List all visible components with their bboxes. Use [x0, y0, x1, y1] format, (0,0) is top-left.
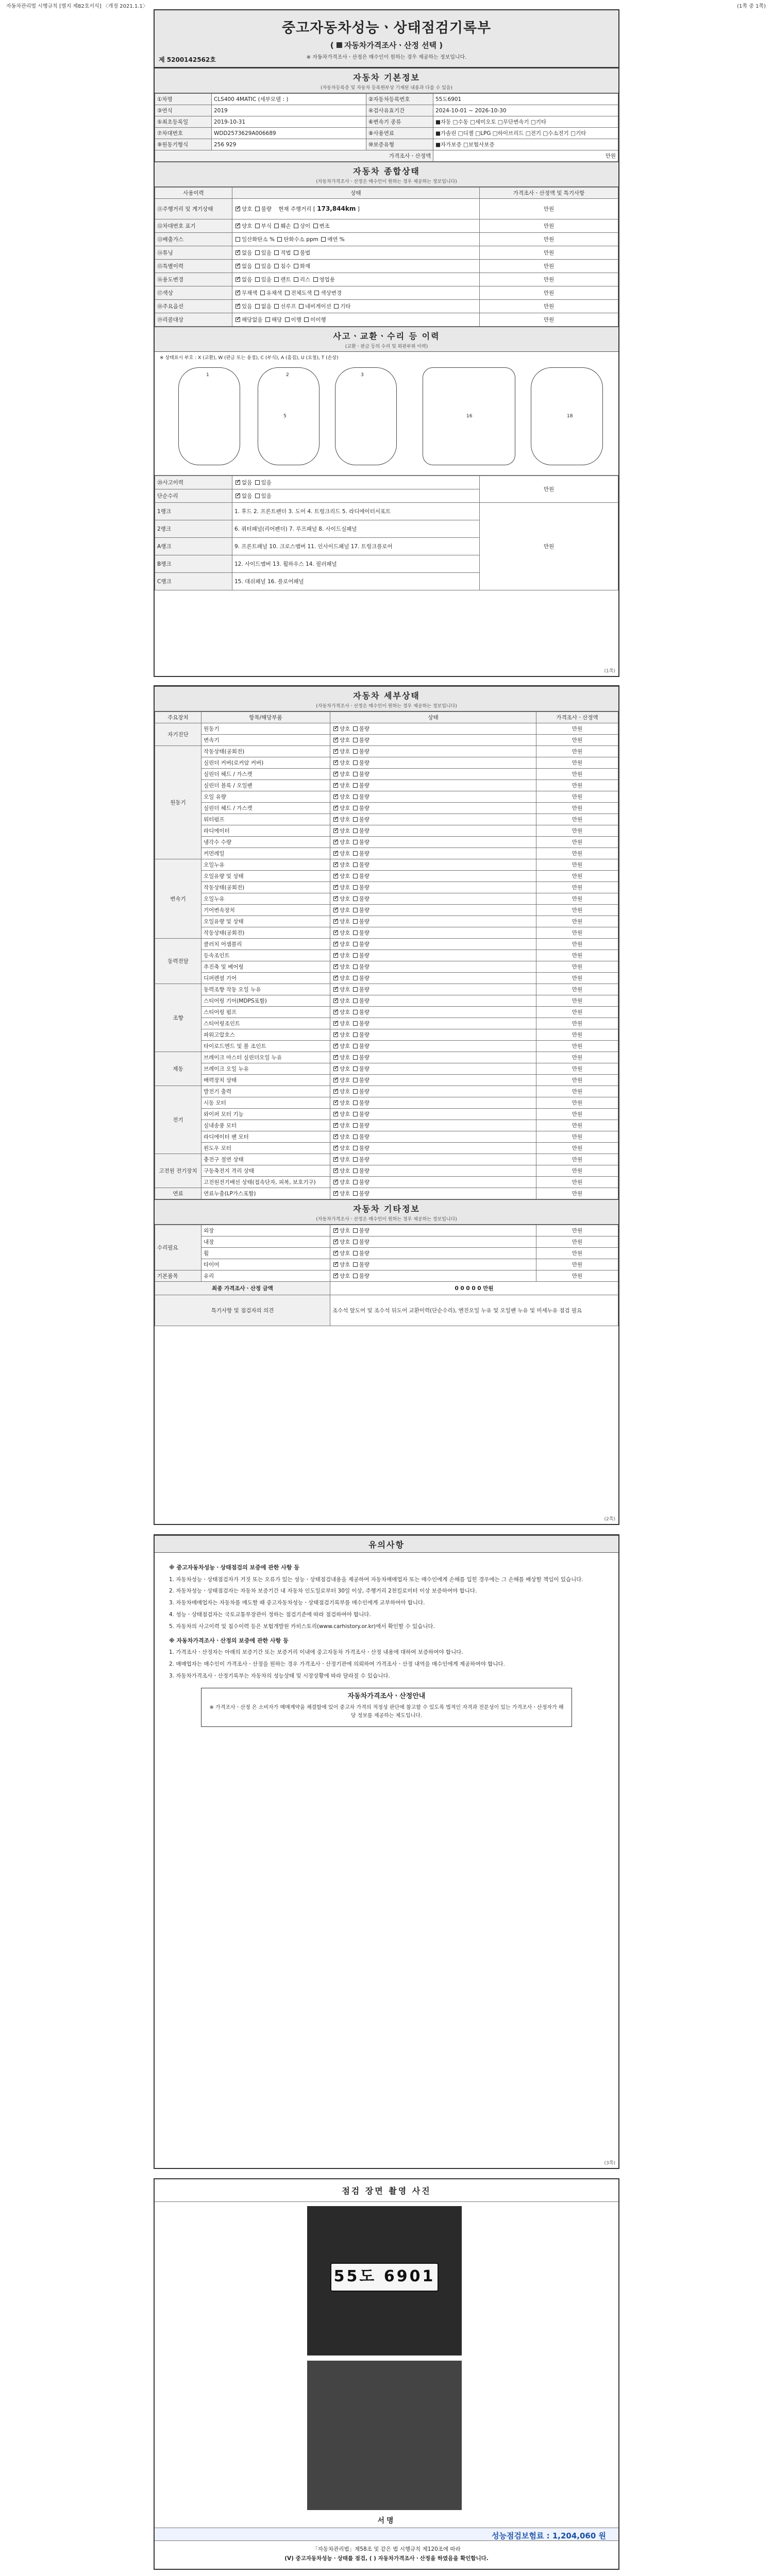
table-row: 라디에이터 ✓ 양호 불량 만원 — [155, 825, 618, 837]
table-row: 고전원 전기장치 충전구 절연 상태 ✓ 양호 불량 만원 — [155, 1154, 618, 1165]
license-plate: 55도 6901 — [330, 2263, 439, 2292]
table-row: A랭크 9. 프론트패널 10. 크로스멤버 11. 인사이드패널 17. 트렁크플로어 — [155, 538, 618, 555]
basic-info-header: 자동차 기본정보 (자동차등록증 및 자동차 등록원부상 기재된 내용과 다를 수 있음) — [155, 68, 618, 93]
table-row: 제동 브레이크 마스터 실린더오일 누유 ✓ 양호 불량 만원 — [155, 1052, 618, 1063]
table-row: 수리필요 외장 ✓ 양호 불량 만원 — [155, 1225, 618, 1236]
table-row: 실내송풍 모터 ✓ 양호 불량 만원 — [155, 1120, 618, 1131]
document-title: 중고자동차성능ㆍ상태점검기록부 — [281, 20, 492, 36]
page-3: 유의사항 ※ 중고자동차성능ㆍ상태점검의 보증에 관한 사항 등 1. 자동차성능ㆍ상태점검자가 거짓 또는 오류가 있는 성능ㆍ상태점검내용을 제공하여 자동차매매업자 또는 매수인에게 손해를 입힌 경우에는 그 손해를 배상할 책임이 있습니다. 2. 자동차성능ㆍ상태점검자는 자동차 보증기간 내 자동차 인도일로부터 30일 이상, 주행거리 2천킬로미터 이상 보증하여야 합니다. 3. 자동차매매업자는 자동차를 매도할 때 중고자동차성능ㆍ상태점검기록부를 매수인에게 교부하여야 합니다. 4. 성능ㆍ상태점검자는 국토교통부장관이 정하는 점검기준에 따라 점검하여야 합니다. 5. 자동차의 사고이력 및 침수이력 등은 보험개발원 카히스토리(www.carhistory.or.kr)에서 확인할 수 있습니다. ※ 자동차가격조사ㆍ산정의 보증에 관한 사항 등 1. 가격조사ㆍ산정자는 아래의 보증기간 또는 보증거리 이내에 중고자동차 가격조사ㆍ산정 내용에 대하여 보증하여야 합니다. 2. 매매업자는 매수인이 가격조사ㆍ산정을 원하는 경우 가격조사ㆍ산정기관에 의뢰하여 가격조사ㆍ산정 내역을 매수인에게 제공하여야 합니다. 3. 자동차가격조사ㆍ산정기록부는 자동차의 성능상태 및 시장상황에 따라 달라질 수 있습니다. 자동차가격조사ㆍ산정안내 ※ 가격조사ㆍ산정 은 소비자가 매매계약을 체결함에 있어 중고차 가격의 적정성 판단에 참고할 수 있도록 법적인 자격과 전문성이 있는 가격조사ㆍ산정자가 해당 정보를 제공하는 제도입니다. (3쪽) — [154, 1534, 619, 2169]
table-row: 오일유량 및 상태 ✓ 양호 불량 만원 — [155, 916, 618, 927]
table-row: ⑤최초등록일 2019-10-31 ⑥변속기 종류 ■자동 □수동 □세미오토 □무단변속기 □기타 — [155, 116, 618, 128]
table-row: ③연식 2019 ④검사유효기간 2024-10-01 ~ 2026-10-30 — [155, 105, 618, 116]
overall-status-header: 자동차 종합상태 (자동차가격조사ㆍ산정은 매수인이 원하는 경우 제공하는 정보입니다) — [155, 162, 618, 187]
table-row: 냉각수 수량 ✓ 양호 불량 만원 — [155, 837, 618, 848]
table-row: 연료 연료누출(LP가스포함) ✓ 양호 불량 만원 — [155, 1188, 618, 1199]
accident-table — [155, 476, 618, 590]
table-row: 구동축전지 격리 상태 ✓ 양호 불량 만원 — [155, 1165, 618, 1177]
table-row: ⑫차대번호 표기 ✓ 양호 부식 훼손 상이 변조 만원 — [155, 219, 618, 233]
table-row: 특기사항 및 점검자의 의견 조수석 앞도어 및 조수석 뒤도어 교환이력(단순수리), 엔진오일 누유 및 오일팬 누유 및 미세누유 점검 필요 — [155, 1295, 618, 1326]
table-row: ⑪주행거리 및 계기상태 ✓ 양호 불량 현재 주행거리 [ 173,844km ] 만원 — [155, 199, 618, 219]
table-row: 라디에이터 팬 모터 ✓ 양호 불량 만원 — [155, 1131, 618, 1143]
guide-body: ※ 중고자동차성능ㆍ상태점검의 보증에 관한 사항 등 1. 자동차성능ㆍ상태점검자가 거짓 또는 오류가 있는 성능ㆍ상태점검내용을 제공하여 자동차매매업자 또는 매수인에게 손해를 입힌 경우에는 그 손해를 배상할 책임이 있습니다. 2. 자동차성능ㆍ상태점검자는 자동차 보증기간 내 자동차 인도일로부터 30일 이상, 주행거리 2천킬로미터 이상 보증하여야 합니다. 3. 자동차매매업자는 자동차를 매도할 때 중고자동차성능ㆍ상태점검기록부를 매수인에게 교부하여야 합니다. 4. 성능ㆍ상태점검자는 국토교통부장관이 정하는 점검기준에 따라 점검하여야 합니다. 5. 자동차의 사고이력 및 침수이력 등은 보험개발원 카히스토리(www.carhistory.or.kr)에서 확인할 수 있습니다. ※ 자동차가격조사ㆍ산정의 보증에 관한 사항 등 1. 가격조사ㆍ산정자는 아래의 보증기간 또는 보증거리 이내에 중고자동차 가격조사ㆍ산정 내용에 대하여 보증하여야 합니다. 2. 매매업자는 매수인이 가격조사ㆍ산정을 원하는 경우 가격조사ㆍ산정기관에 의뢰하여 가격조사ㆍ산정 내역을 매수인에게 제공하여야 합니다. 3. 자동차가격조사ㆍ산정기록부는 자동차의 성능상태 및 시장상황에 따라 달라질 수 있습니다. 자동차가격조사ㆍ산정안내 ※ 가격조사ㆍ산정 은 소비자가 매매계약을 체결함에 있어 중고차 가격의 적정성 판단에 참고할 수 있도록 법적인 자격과 전문성이 있는 가격조사ㆍ산정자가 해당 정보를 제공하는 제도입니다. — [155, 1553, 618, 1732]
guide-header: 유의사항 — [155, 1535, 618, 1553]
table-row: ⑬배출가스 일산화탄소 % 탄화수소 ppm 매연 % 만원 — [155, 233, 618, 246]
document-subtitle: ( 자동차가격조사ㆍ산정 선택 ) — [330, 41, 443, 50]
table-row: 오일 유량 ✓ 양호 불량 만원 — [155, 791, 618, 803]
table-row: B랭크 12. 사이드멤버 13. 휠하우스 14. 필러패널 — [155, 555, 618, 573]
table-row: ⑯용도변경 ✓ 없음 있음 렌트 리스 영업용 만원 — [155, 273, 618, 286]
overall-status-table: 사용이력 상태 가격조사ㆍ산정액 및 특기사항 ⑪주행거리 및 계기상태 ✓ 양호 불량 현재 주행거리 [ 173,844km ] 만원 ⑫차대번호 표기 ✓ 양호 부식 훼손 상이 변조 만원 ⑬배출가스 일산화탄소 % 탄화수소 ppm 매연 % 만원 ⑭튜닝 ✓ 없음 있음 적법 불법 만원 ⑮특별이력 ✓ 없음 있음 침수 화재 만원 ⑯용도변경 ✓ 없음 있음 렌트 리스 영업용 만원 ⑰색상 ✓ 무채색 유채색 전체도색 색상변경 만원 ⑱주요옵션 ✓ 있음 없음 선루프 네비게이션 기타 만원 ⑲리콜대상 ✓ 해당없음 해당 이행 미이행 만원 — [155, 187, 618, 327]
table-row: 가격조사ㆍ산정액 만원 — [155, 150, 618, 162]
table-row: 실린더 블록 / 오일팬 ✓ 양호 불량 만원 — [155, 780, 618, 791]
table-row: ⑱주요옵션 ✓ 있음 없음 선루프 네비게이션 기타 만원 — [155, 300, 618, 313]
document-header — [155, 10, 618, 68]
accident-history-header: 사고ㆍ교환ㆍ수리 등 이력 (교환ㆍ판금 등의 수리 및 외판부위 이력) — [155, 327, 618, 352]
footer-note-2: (V) 중고자동차성능ㆍ상태를 점검, ( ) 자동차가격조사ㆍ산정을 하였음을 확인합니다. — [284, 2555, 489, 2562]
table-row: 변속기 ✓ 양호 불량 만원 — [155, 735, 618, 746]
page-2: 자동차 세부상태 (자동차가격조사ㆍ산정은 매수인이 원하는 경우 제공하는 정보입니다) 주요장치 항목/해당부품 상태 가격조사ㆍ산정액 자기진단 원동기 ✓ 양호 불량 만원 변속기 ✓ 양호 불량 만원 원동기 작동상태(공회전) ✓ 양호 불량 만원 실린더 커버(로커암 커버) ✓ 양호 불량 만원 실린더 헤드 / 가스켓 ✓ 양호 불량 만원 실린더 블록 / 오일팬 ✓ 양호 불량 만원 오일 유량 ✓ 양호 불량 만원 실린더 헤드 / 가스켓 ✓ 양호 불량 만원 워터펌프 ✓ 양호 불량 만원 라디에이터 ✓ 양호 불량 만원 냉각수 수량 ✓ 양호 불량 만원 커먼레일 ✓ 양호 불량 만원 변속기 오일누유 ✓ 양호 불량 만원 오일유량 및 상태 ✓ 양호 불량 만원 작동상태(공회전) ✓ 양호 불량 만원 오일누유 ✓ 양호 불량 만원 기어변속장치 ✓ 양호 불량 만원 오일유량 및 상태 ✓ 양호 불량 만원 작동상태(공회전) ✓ 양호 불량 만원 동력전달 클러치 어셈블리 ✓ 양호 불량 만원 등속조인트 ✓ 양호 불량 만원 추진축 및 베어링 ✓ 양호 불량 만원 디퍼렌셜 기어 ✓ 양호 불량 만원 조향 동력조향 작동 오일 누유 ✓ 양호 불량 만원 스티어링 기어(MDPS포함) ✓ 양호 불량 만원 스티어링 펌프 ✓ 양호 불량 만원 스티어링조인트 ✓ 양호 불량 만원 파워고압호스 ✓ 양호 불량 만원 타이로드엔드 및 볼 조인트 ✓ 양호 불량 만원 제동 브레이크 마스터 실린더오일 누유 ✓ 양호 불량 만원 브레이크 오일 누유 ✓ 양호 불량 만원 배력장치 상태 ✓ 양호 불량 만원 전기 발전기 출력 ✓ 양호 불량 만원 시동 모터 ✓ 양호 불량 만원 와이퍼 모터 기능 ✓ 양호 불량 만원 실내송풍 모터 ✓ 양호 불량 만원 라디에이터 팬 모터 ✓ 양호 불량 만원 윈도우 모터 ✓ 양호 불량 만원 고전원 전기장치 충전구 절연 상태 ✓ 양호 불량 만원 구동축전지 격리 상태 ✓ 양호 불량 만원 고전원전기배선 상태(접속단자, 피복, 보호기구) ✓ 양호 불량 만원 연료 연료누출(LP가스포함) ✓ 양호 불량 만원 자동차 기타정보 (자동차가격조사ㆍ산정은 매수인이 원하는 경우 제공하는 정보입니다) 수리필요 외장 ✓ 양호 불량 만원 내장 ✓ 양호 불량 만원 휠 ✓ 양호 불량 만원 타이어 ✓ 양호 불량 만원 기본품목 유리 ✓ 양호 불량 만원 최종 가격조사ㆍ산정 금액 0 0 0 0 0 만원 특기사항 및 점검자의 의견 조수석 앞도어 및 조수석 뒤도어 교환이력(단순수리), 엔진오일 누유 및 오일팬 누유 및 미세누유 점검 필요 (2쪽) — [154, 685, 619, 1525]
mileage-value: 173,844km — [317, 205, 356, 212]
table-row: 휠 ✓ 양호 불량 만원 — [155, 1248, 618, 1259]
table-row: 배력장치 상태 ✓ 양호 불량 만원 — [155, 1075, 618, 1086]
table-row: 브레이크 오일 누유 ✓ 양호 불량 만원 — [155, 1063, 618, 1075]
table-row: ⑳사고이력 ✓ 없음 있음 만원 — [155, 476, 618, 489]
table-row: 변속기 오일누유 ✓ 양호 불량 만원 — [155, 859, 618, 871]
table-row: 기어변속장치 ✓ 양호 불량 만원 — [155, 905, 618, 916]
table-row: 2랭크 6. 쿼터패널(리어펜더) 7. 루프패널 8. 사이드실패널 — [155, 520, 618, 538]
table-row: 1랭크 1. 후드 2. 프론트펜더 3. 도어 4. 트렁크리드 5. 라디에이터서포트 만원 — [155, 503, 618, 520]
table-row: 내장 ✓ 양호 불량 만원 — [155, 1236, 618, 1248]
table-row: 디퍼렌셜 기어 ✓ 양호 불량 만원 — [155, 973, 618, 984]
table-row: 원동기 작동상태(공회전) ✓ 양호 불량 만원 — [155, 746, 618, 757]
table-row: ⑲리콜대상 ✓ 해당없음 해당 이행 미이행 만원 — [155, 313, 618, 327]
table-row: 실린더 헤드 / 가스켓 ✓ 양호 불량 만원 — [155, 769, 618, 780]
signature-label: 서명 — [377, 2517, 396, 2525]
vehicle-photo — [307, 2361, 462, 2510]
table-row: ⑦차대번호 WDD2573629A006689 ⑧사용연료 ■가솔린 □디젤 □LPG □하이브리드 □전기 □수소전기 □기타 — [155, 128, 618, 139]
table-row: 오일누유 ✓ 양호 불량 만원 — [155, 893, 618, 905]
basic-info-table — [155, 93, 618, 162]
other-info-header: 자동차 기타정보 (자동차가격조사ㆍ산정은 매수인이 원하는 경우 제공하는 정보입니다) — [155, 1199, 618, 1225]
document-number: 제 5200142562호 — [159, 56, 216, 63]
premium-amount: 성능점검보험료 : 1,204,060 원 — [491, 2531, 606, 2540]
page-1: 중고자동차성능ㆍ상태점검기록부 ( 자동차가격조사ㆍ산정 선택 ) ※ 자동차가격조사ㆍ산정은 매수인이 원하는 경우 제공하는 정보입니다. 제 5200142562호 자동차 기본정보 (자동차등록증 및 자동차 등록원부상 기재된 내용과 다를 수 있음) ①차명 CLS400 4MATIC (세부모델 : ) ②자동차등록번호 55도6901 ③연식 2019 ④검사유효기간 2024-10-01 ~ 2026-10-30 ⑤최초등록일 2019-10-31 ⑥변속기 종류 ■자동 □수동 □세미오토 □무단변속기 □기타 ⑦차대번호 WDD2573629A006689 ⑧사용연료 ■가솔린 □디젤 □LPG □하이브리드 □전기 □수소전기 □기타 ⑨원동기형식 256 929 ⑩보증유형 ■자가보증 □보험사보증 가격조사ㆍ산정액 만원 자동차 종합상태 (자동차가격조사ㆍ산정은 매수인이 원하는 경우 제공하는 정보입니다) 사용이력 상태 가격조사ㆍ산정액 및 특기사항 ⑪주행거리 및 계기상태 ✓ 양호 불량 현재 주행거리 [ 173,844km ] 만원 ⑫차대번호 표기 ✓ 양호 부식 훼손 상이 변조 만원 ⑬배출가스 일산화탄소 % 탄화수소 ppm 매연 % 만원 ⑭튜닝 ✓ 없음 있음 적법 불법 만원 ⑮특별이력 ✓ 없음 있음 침수 화재 만원 ⑯용도변경 ✓ 없음 있음 렌트 리스 영업용 만원 ⑰색상 ✓ 무채색 유채색 전체도색 색상변경 만원 ⑱주요옵션 ✓ 있음 없음 선루프 네비게이션 기타 만원 ⑲리콜대상 ✓ 해당없음 해당 이행 미이행 만원 사고ㆍ교환ㆍ수리 등 이력 (교환ㆍ판금 등의 수리 및 외판부위 이력) ※ 상태표시 부호 : X (교환), W (판금 또는 용접), C (부식), A (흠집), U (요철), T (손상) 1 2 3 5 16 18 ⑳사고이력 ✓ 없음 있음 만원 단순수리 ✓ 없음 있음 1랭크 1. 후드 2. 프론트펜더 3. 도어 4. 트렁크리드 5. 라디에이터서포트 만원 2랭크 6. 쿼터패널(리어펜더) 7. 루프패널 8. 사이드실패널 A랭크 9. 프론트패널 10. 크로스멤버 11. 인사이드패널 17. 트렁크플로어 B랭크 12. 사이드멤버 13. 휠하우스 14. 필러패널 C랭크 15. 대쉬패널 16. 플로어패널 (1쪽) — [154, 9, 619, 677]
car-top — [258, 367, 320, 465]
price-guide-box: 자동차가격조사ㆍ산정안내 ※ 가격조사ㆍ산정 은 소비자가 매매계약을 체결함에 있어 중고차 가격의 적정성 판단에 참고할 수 있도록 법적인 자격과 전문성이 있는 가격조사ㆍ산정자가 해당 정보를 제공하는 제도입니다. — [201, 1688, 572, 1727]
table-row: 작동상태(공회전) ✓ 양호 불량 만원 — [155, 882, 618, 893]
table-row: 스티어링 펌프 ✓ 양호 불량 만원 — [155, 1007, 618, 1018]
table-row: 오일유량 및 상태 ✓ 양호 불량 만원 — [155, 871, 618, 882]
table-row: 추진축 및 베어링 ✓ 양호 불량 만원 — [155, 961, 618, 973]
table-row: 단순수리 ✓ 없음 있음 — [155, 489, 618, 503]
table-row: 자기진단 원동기 ✓ 양호 불량 만원 — [155, 723, 618, 735]
table-row: 시동 모터 ✓ 양호 불량 만원 — [155, 1097, 618, 1109]
table-row: ⑭튜닝 ✓ 없음 있음 적법 불법 만원 — [155, 246, 618, 260]
table-row: 조향 동력조향 작동 오일 누유 ✓ 양호 불량 만원 — [155, 984, 618, 995]
header-note: ※ 자동차가격조사ㆍ산정은 매수인이 원하는 경우 제공하는 정보입니다. — [306, 55, 467, 60]
table-row: 고전원전기배선 상태(접속단자, 피복, 보호기구) ✓ 양호 불량 만원 — [155, 1177, 618, 1188]
detail-status-table: 주요장치 항목/해당부품 상태 가격조사ㆍ산정액 자기진단 원동기 ✓ 양호 불량 만원 변속기 ✓ 양호 불량 만원 원동기 작동상태(공회전) ✓ 양호 불량 만원 실린더 커버(로커암 커버) ✓ 양호 불량 만원 실린더 헤드 / 가스켓 ✓ 양호 불량 만원 실린더 블록 / 오일팬 ✓ 양호 불량 만원 오일 유량 ✓ 양호 불량 만원 실린더 헤드 / 가스켓 ✓ 양호 불량 만원 워터펌프 ✓ 양호 불량 만원 라디에이터 ✓ 양호 불량 만원 냉각수 수량 ✓ 양호 불량 만원 커먼레일 ✓ 양호 불량 만원 변속기 오일누유 ✓ 양호 불량 만원 오일유량 및 상태 ✓ 양호 불량 만원 작동상태(공회전) ✓ 양호 불량 만원 오일누유 ✓ 양호 불량 만원 기어변속장치 ✓ 양호 불량 만원 오일유량 및 상태 ✓ 양호 불량 만원 작동상태(공회전) ✓ 양호 불량 만원 동력전달 클러치 어셈블리 ✓ 양호 불량 만원 등속조인트 ✓ 양호 불량 만원 추진축 및 베어링 ✓ 양호 불량 만원 디퍼렌셜 기어 ✓ 양호 불량 만원 조향 동력조향 작동 오일 누유 ✓ 양호 불량 만원 스티어링 기어(MDPS포함) ✓ 양호 불량 만원 스티어링 펌프 ✓ 양호 불량 만원 스티어링조인트 ✓ 양호 불량 만원 파워고압호스 ✓ 양호 불량 만원 타이로드엔드 및 볼 조인트 ✓ 양호 불량 만원 제동 브레이크 마스터 실린더오일 누유 ✓ 양호 불량 만원 브레이크 오일 누유 ✓ 양호 불량 만원 배력장치 상태 ✓ 양호 불량 만원 전기 발전기 출력 ✓ 양호 불량 만원 시동 모터 ✓ 양호 불량 만원 와이퍼 모터 기능 ✓ 양호 불량 만원 실내송풍 모터 ✓ 양호 불량 만원 라디에이터 팬 모터 ✓ 양호 불량 만원 윈도우 모터 ✓ 양호 불량 만원 고전원 전기장치 충전구 절연 상태 ✓ 양호 불량 만원 구동축전지 격리 상태 ✓ 양호 불량 만원 고전원전기배선 상태(접속단자, 피복, 보호기구) ✓ 양호 불량 만원 연료 연료누출(LP가스포함) ✓ 양호 불량 만원 — [155, 711, 618, 1199]
form-regulation-label: 자동차관리법 시행규칙 [별지 제82호서식] 〈개정 2021.1.1〉 — [6, 4, 148, 9]
table-row: 작동상태(공회전) ✓ 양호 불량 만원 — [155, 927, 618, 939]
car-side-left — [178, 367, 240, 465]
table-row: 최종 가격조사ㆍ산정 금액 0 0 0 0 0 만원 — [155, 1282, 618, 1295]
table-row: C랭크 15. 대쉬패널 16. 플로어패널 — [155, 573, 618, 590]
other-info-table — [155, 1225, 618, 1326]
table-row: 동력전달 클러치 어셈블리 ✓ 양호 불량 만원 — [155, 939, 618, 950]
table-row: 스티어링조인트 ✓ 양호 불량 만원 — [155, 1018, 618, 1029]
plate-photo — [307, 2206, 462, 2355]
table-row: 윈도우 모터 ✓ 양호 불량 만원 — [155, 1143, 618, 1154]
page-4 — [154, 2178, 619, 2570]
detail-status-header: 자동차 세부상태 (자동차가격조사ㆍ산정은 매수인이 원하는 경우 제공하는 정보입니다) — [155, 686, 618, 711]
table-row: 전기 발전기 출력 ✓ 양호 불량 만원 — [155, 1086, 618, 1097]
top-bar — [0, 0, 773, 9]
photo-section-title: 점검 장면 촬영 사진 — [155, 2179, 618, 2202]
table-row: 실린더 헤드 / 가스켓 ✓ 양호 불량 만원 — [155, 803, 618, 814]
table-row: 와이퍼 모터 기능 ✓ 양호 불량 만원 — [155, 1109, 618, 1120]
table-row: 파워고압호스 ✓ 양호 불량 만원 — [155, 1029, 618, 1041]
table-row: ①차명 CLS400 4MATIC (세부모델 : ) ②자동차등록번호 55도6901 — [155, 94, 618, 105]
car-side-right — [335, 367, 397, 465]
table-row: ⑮특별이력 ✓ 없음 있음 침수 화재 만원 — [155, 260, 618, 273]
footer-note-1: 「자동차관리법」제58조 및 같은 법 시행규칙 제120조에 따라 — [312, 2546, 461, 2552]
table-row: 워터펌프 ✓ 양호 불량 만원 — [155, 814, 618, 825]
car-diagram: ※ 상태표시 부호 : X (교환), W (판금 또는 용접), C (부식), A (흠집), U (요철), T (손상) 1 2 3 5 16 18 — [155, 352, 618, 476]
table-row: 타이로드엔드 및 볼 조인트 ✓ 양호 불량 만원 — [155, 1041, 618, 1052]
table-row: 스티어링 기어(MDPS포함) ✓ 양호 불량 만원 — [155, 995, 618, 1007]
table-row: 커먼레일 ✓ 양호 불량 만원 — [155, 848, 618, 859]
page-indicator: (1쪽 중 1쪽) — [737, 4, 766, 9]
table-row: ⑰색상 ✓ 무채색 유채색 전체도색 색상변경 만원 — [155, 286, 618, 300]
table-row: 등속조인트 ✓ 양호 불량 만원 — [155, 950, 618, 961]
table-row: 타이어 ✓ 양호 불량 만원 — [155, 1259, 618, 1270]
table-row: 실린더 커버(로커암 커버) ✓ 양호 불량 만원 — [155, 757, 618, 769]
table-row: ⑨원동기형식 256 929 ⑩보증유형 ■자가보증 □보험사보증 — [155, 139, 618, 150]
checkbox-icon — [337, 42, 342, 48]
premium-bar — [155, 2528, 618, 2541]
table-row: 기본품목 유리 ✓ 양호 불량 만원 — [155, 1270, 618, 1282]
